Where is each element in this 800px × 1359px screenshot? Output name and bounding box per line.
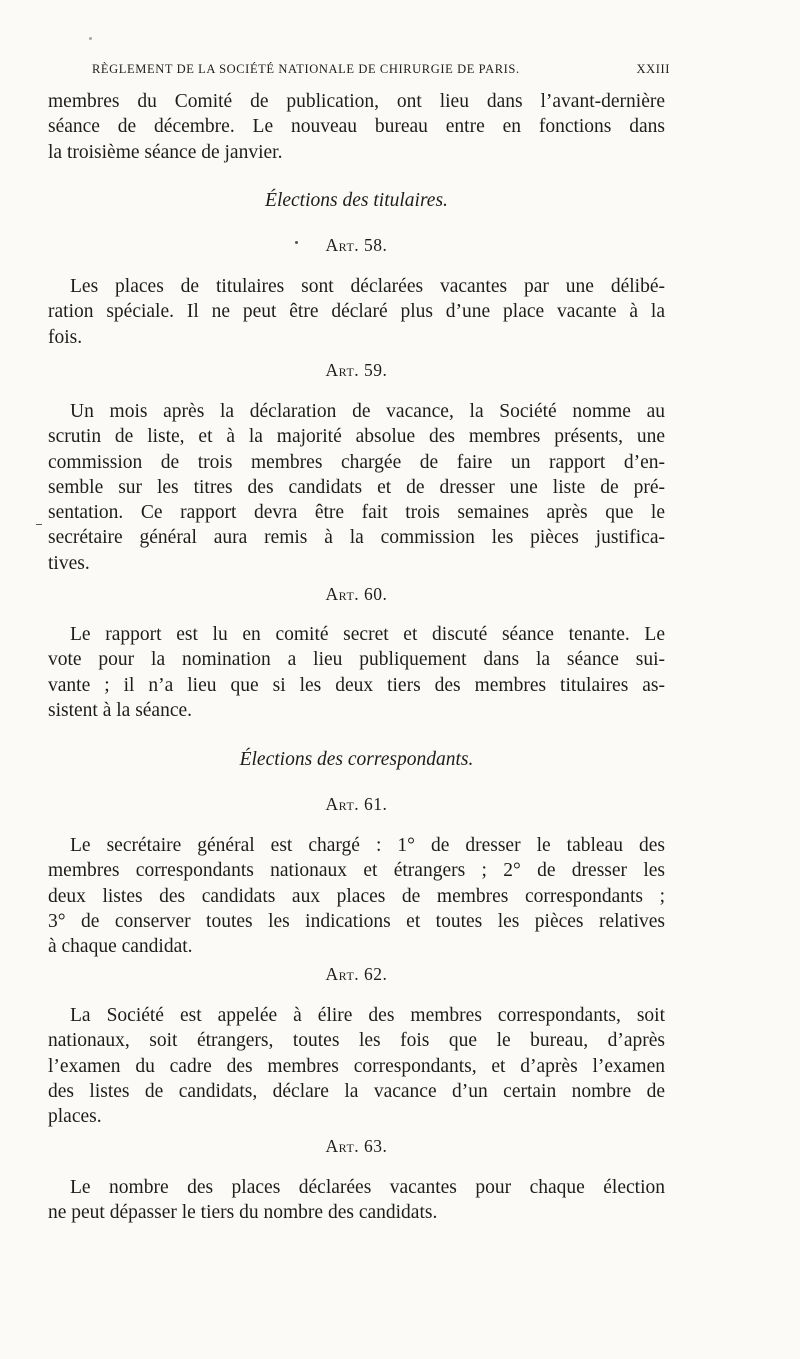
- text-line: Le rapport est lu en comité secret et discuté séance tenante. Le: [70, 624, 665, 645]
- scan-speck: [295, 241, 298, 244]
- intro-paragraph: [48, 89, 665, 165]
- text-line: Le nombre des places déclarées vacantes pour chaque élection: [70, 1177, 665, 1198]
- scan-speck: [36, 524, 42, 525]
- text-line: séance de décembre. Le nouveau bureau entre en fonctions dans: [48, 116, 665, 138]
- article-58-text: [48, 274, 665, 350]
- scan-speck: [89, 37, 92, 40]
- text-line: secrétaire général aura remis à la commission les pièces justifica-: [48, 527, 665, 549]
- text-line: des listes de candidats, déclare la vacance d’un certain nombre de: [48, 1080, 665, 1102]
- article-61-text: [48, 833, 665, 959]
- text-line: membres du Comité de publication, ont lieu dans l’avant-dernière: [48, 91, 665, 112]
- text-line: nationaux, soit étrangers, toutes les fois que le bureau, d’après: [48, 1030, 665, 1052]
- page-number: XXIII: [636, 62, 670, 76]
- text-line: Le secrétaire général est chargé : 1° de dresser le tableau des: [70, 835, 665, 856]
- text-line: sentation. Ce rapport devra être fait trois semaines après que le: [48, 502, 665, 524]
- text-line: Les places de titulaires sont déclarées vacantes par une délibé-: [70, 276, 665, 297]
- text-line: à chaque candidat.: [48, 936, 193, 958]
- text-line: vante ; il n’a lieu que si les deux tiers des membres titulaires as-: [48, 674, 665, 696]
- article-58-label: Art. 58.: [325, 235, 388, 255]
- text-line: semble sur les titres des candidats et de dresser une liste de pré-: [48, 476, 665, 498]
- text-line: la troisième séance de janvier.: [48, 141, 283, 163]
- text-line: ne peut dépasser le tiers du nombre des candidats.: [48, 1202, 438, 1224]
- running-head-title: RÈGLEMENT DE LA SOCIÉTÉ NATIONALE DE CHIRURGIE DE PARIS.: [92, 62, 520, 76]
- article-62-label: Art. 62.: [325, 964, 388, 984]
- section-heading-correspondants: Élections des correspondants.: [239, 749, 474, 770]
- article-60-text: [48, 622, 665, 723]
- text-line: tives.: [48, 552, 90, 574]
- text-line: scrutin de liste, et à la majorité absolue des membres présents, une: [48, 426, 665, 448]
- text-line: l’examen du cadre des membres correspondants, et d’après l’examen: [48, 1055, 665, 1077]
- text-line: commission de trois membres chargée de faire un rapport d’en-: [48, 451, 665, 473]
- text-line: deux listes des candidats aux places de membres correspondants ;: [48, 885, 665, 907]
- running-head: [92, 62, 670, 77]
- article-63-label: Art. 63.: [325, 1136, 388, 1156]
- article-63-text: [48, 1175, 665, 1226]
- section-heading-titulaires: Élections des titulaires.: [265, 190, 448, 211]
- text-line: Un mois après la déclaration de vacance, la Société nomme au: [70, 401, 665, 422]
- text-line: La Société est appelée à élire des membres correspondants, soit: [70, 1005, 665, 1026]
- article-59-text: [48, 399, 665, 576]
- text-line: membres correspondants nationaux et étrangers ; 2° de dresser les: [48, 860, 665, 882]
- article-62-text: [48, 1003, 665, 1129]
- text-line: ration spéciale. Il ne peut être déclaré plus d’une place vacante à la: [48, 301, 665, 323]
- text-line: vote pour la nomination a lieu publiquement dans la séance sui-: [48, 649, 665, 671]
- text-line: places.: [48, 1106, 102, 1128]
- article-59-label: Art. 59.: [325, 360, 388, 380]
- text-line: 3° de conserver toutes les indications et toutes les pièces relatives: [48, 910, 665, 932]
- text-line: sistent à la séance.: [48, 699, 193, 721]
- text-line: fois.: [48, 326, 83, 348]
- article-60-label: Art. 60.: [325, 584, 388, 604]
- article-61-label: Art. 61.: [325, 794, 388, 814]
